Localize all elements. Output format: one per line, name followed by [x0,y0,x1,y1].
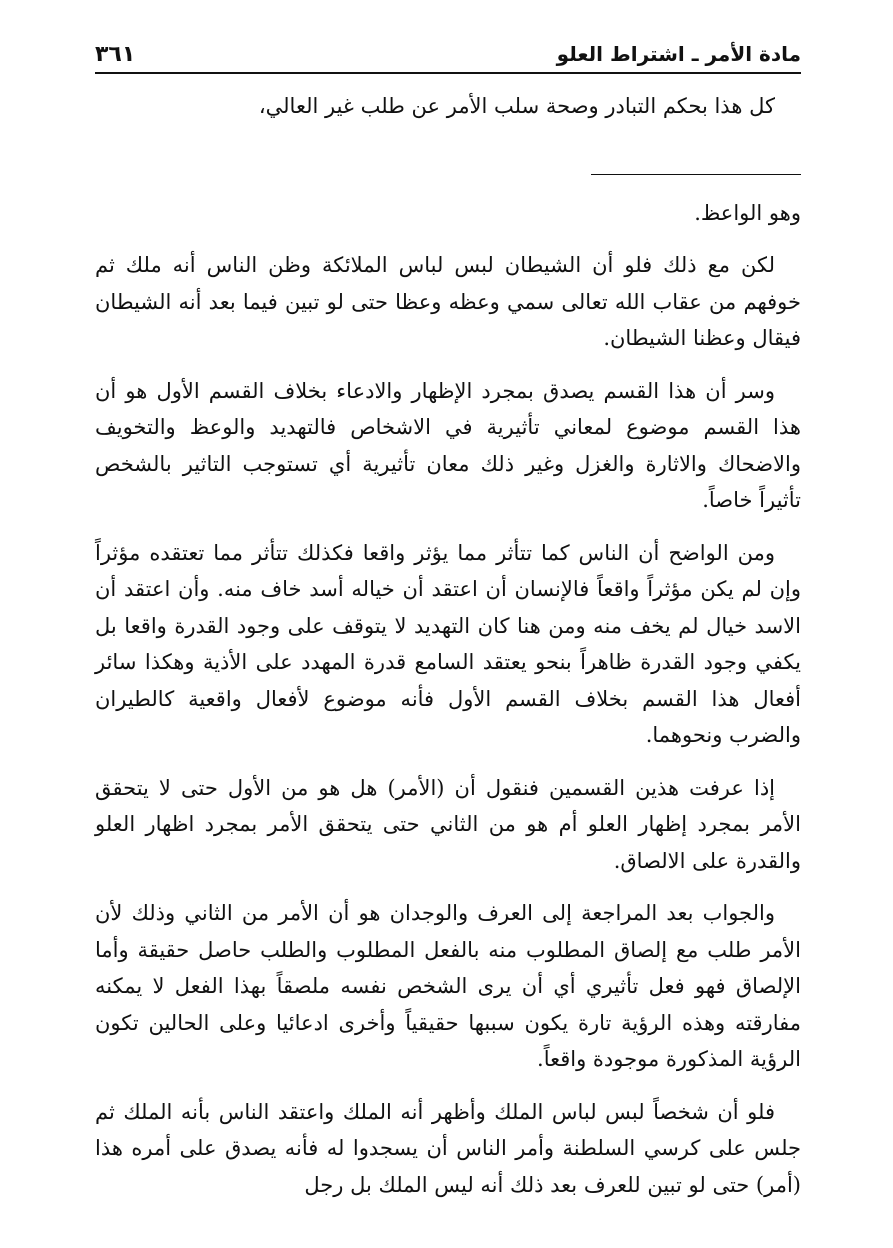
paragraph: ومن الواضح أن الناس كما تتأثر مما يؤثر واقعا فكذلك تتأثر مما تعتقده مؤثراً وإن لم يكن مؤثراً واقعاً فالإنسان أن اعتقد أن خياله أسد خاف منه. وأن اعتقد أن الاسد خيال لم يخف منه ومن هنا كان التهديد لا يتوقف على وجود القدرة واقعا بل يكفي وجود القدرة ظاهراً بنحو يعتقد السامع قدرة المهدد على الأذية وهكذا سائر أفعال هذا القسم بخلاف القسم الأول فأنه موضوع لأفعال واقعية كالطيران والضرب ونحوهما. [95,540,801,747]
page-header [95,36,801,74]
footnote-gap [95,149,801,195]
footnote-text: وهو الواعظ. [694,200,801,225]
lead-line: كل هذا بحكم التبادر وصحة سلب الأمر عن طلب غير العالي، [258,94,775,118]
paragraph: وسر أن هذا القسم يصدق بمجرد الإظهار والادعاء بخلاف القسم الأول هو أن هذا القسم موضوع لمعاني تأثيرية في الاشخاص فالتهديد والوعظ والتخويف والاضحاك والاثارة والغزل وغير ذلك معان تأثيرية أي تستوجب التاثير بالشخص تأثيراً خاصاً. [95,378,801,512]
paragraph: والجواب بعد المراجعة إلى العرف والوجدان هو أن الأمر من الثاني وذلك لأن الأمر طلب مع إلصاق المطلوب منه بالفعل المطلوب والطلب حاصل حقيقة وأما الإلصاق فهو فعل تأثيري أي أن يرى الشخص نفسه ملصقاً بهذا الفعل لا يمكنه مفارقته وهذه الرؤية تارة يكون سببها حقيقياً وأخرى ادعائيا وعلى الحالين تكون الرؤية المذكورة موجودة واقعاً. [95,901,801,1071]
paragraph: إذا عرفت هذين القسمين فنقول أن (الأمر) هل هو من الأول حتى لا يتحقق الأمر بمجرد إظهار العلو أم هو من الثاني حتى يتحقق الأمر بمجرد اظهار العلو والقدرة على الالصاق. [95,775,801,873]
page-body [95,88,801,1219]
paragraph: فلو أن شخصاً لبس لباس الملك وأظهر أنه الملك واعتقد الناس بأنه الملك ثم جلس على كرسي السلطنة وأمر الناس أن يسجدوا له فأنه يصدق على أمره هذا (أمر) حتى لو تبين للعرف بعد ذلك أنه ليس الملك بل رجل [95,1099,801,1197]
paragraph: لكن مع ذلك فلو أن الشيطان لبس لباس الملائكة وظن الناس أنه ملك ثم خوفهم من عقاب الله تعالى سمي وعظه وعظا حتى لو تبين فيما بعد أنه الشيطان فيقال وعظنا الشيطان. [95,253,801,350]
page-number: ٣٦١ [95,41,136,67]
running-title: مادة الأمر ـ اشتراط العلو [556,42,801,66]
footnote-divider [591,174,801,175]
